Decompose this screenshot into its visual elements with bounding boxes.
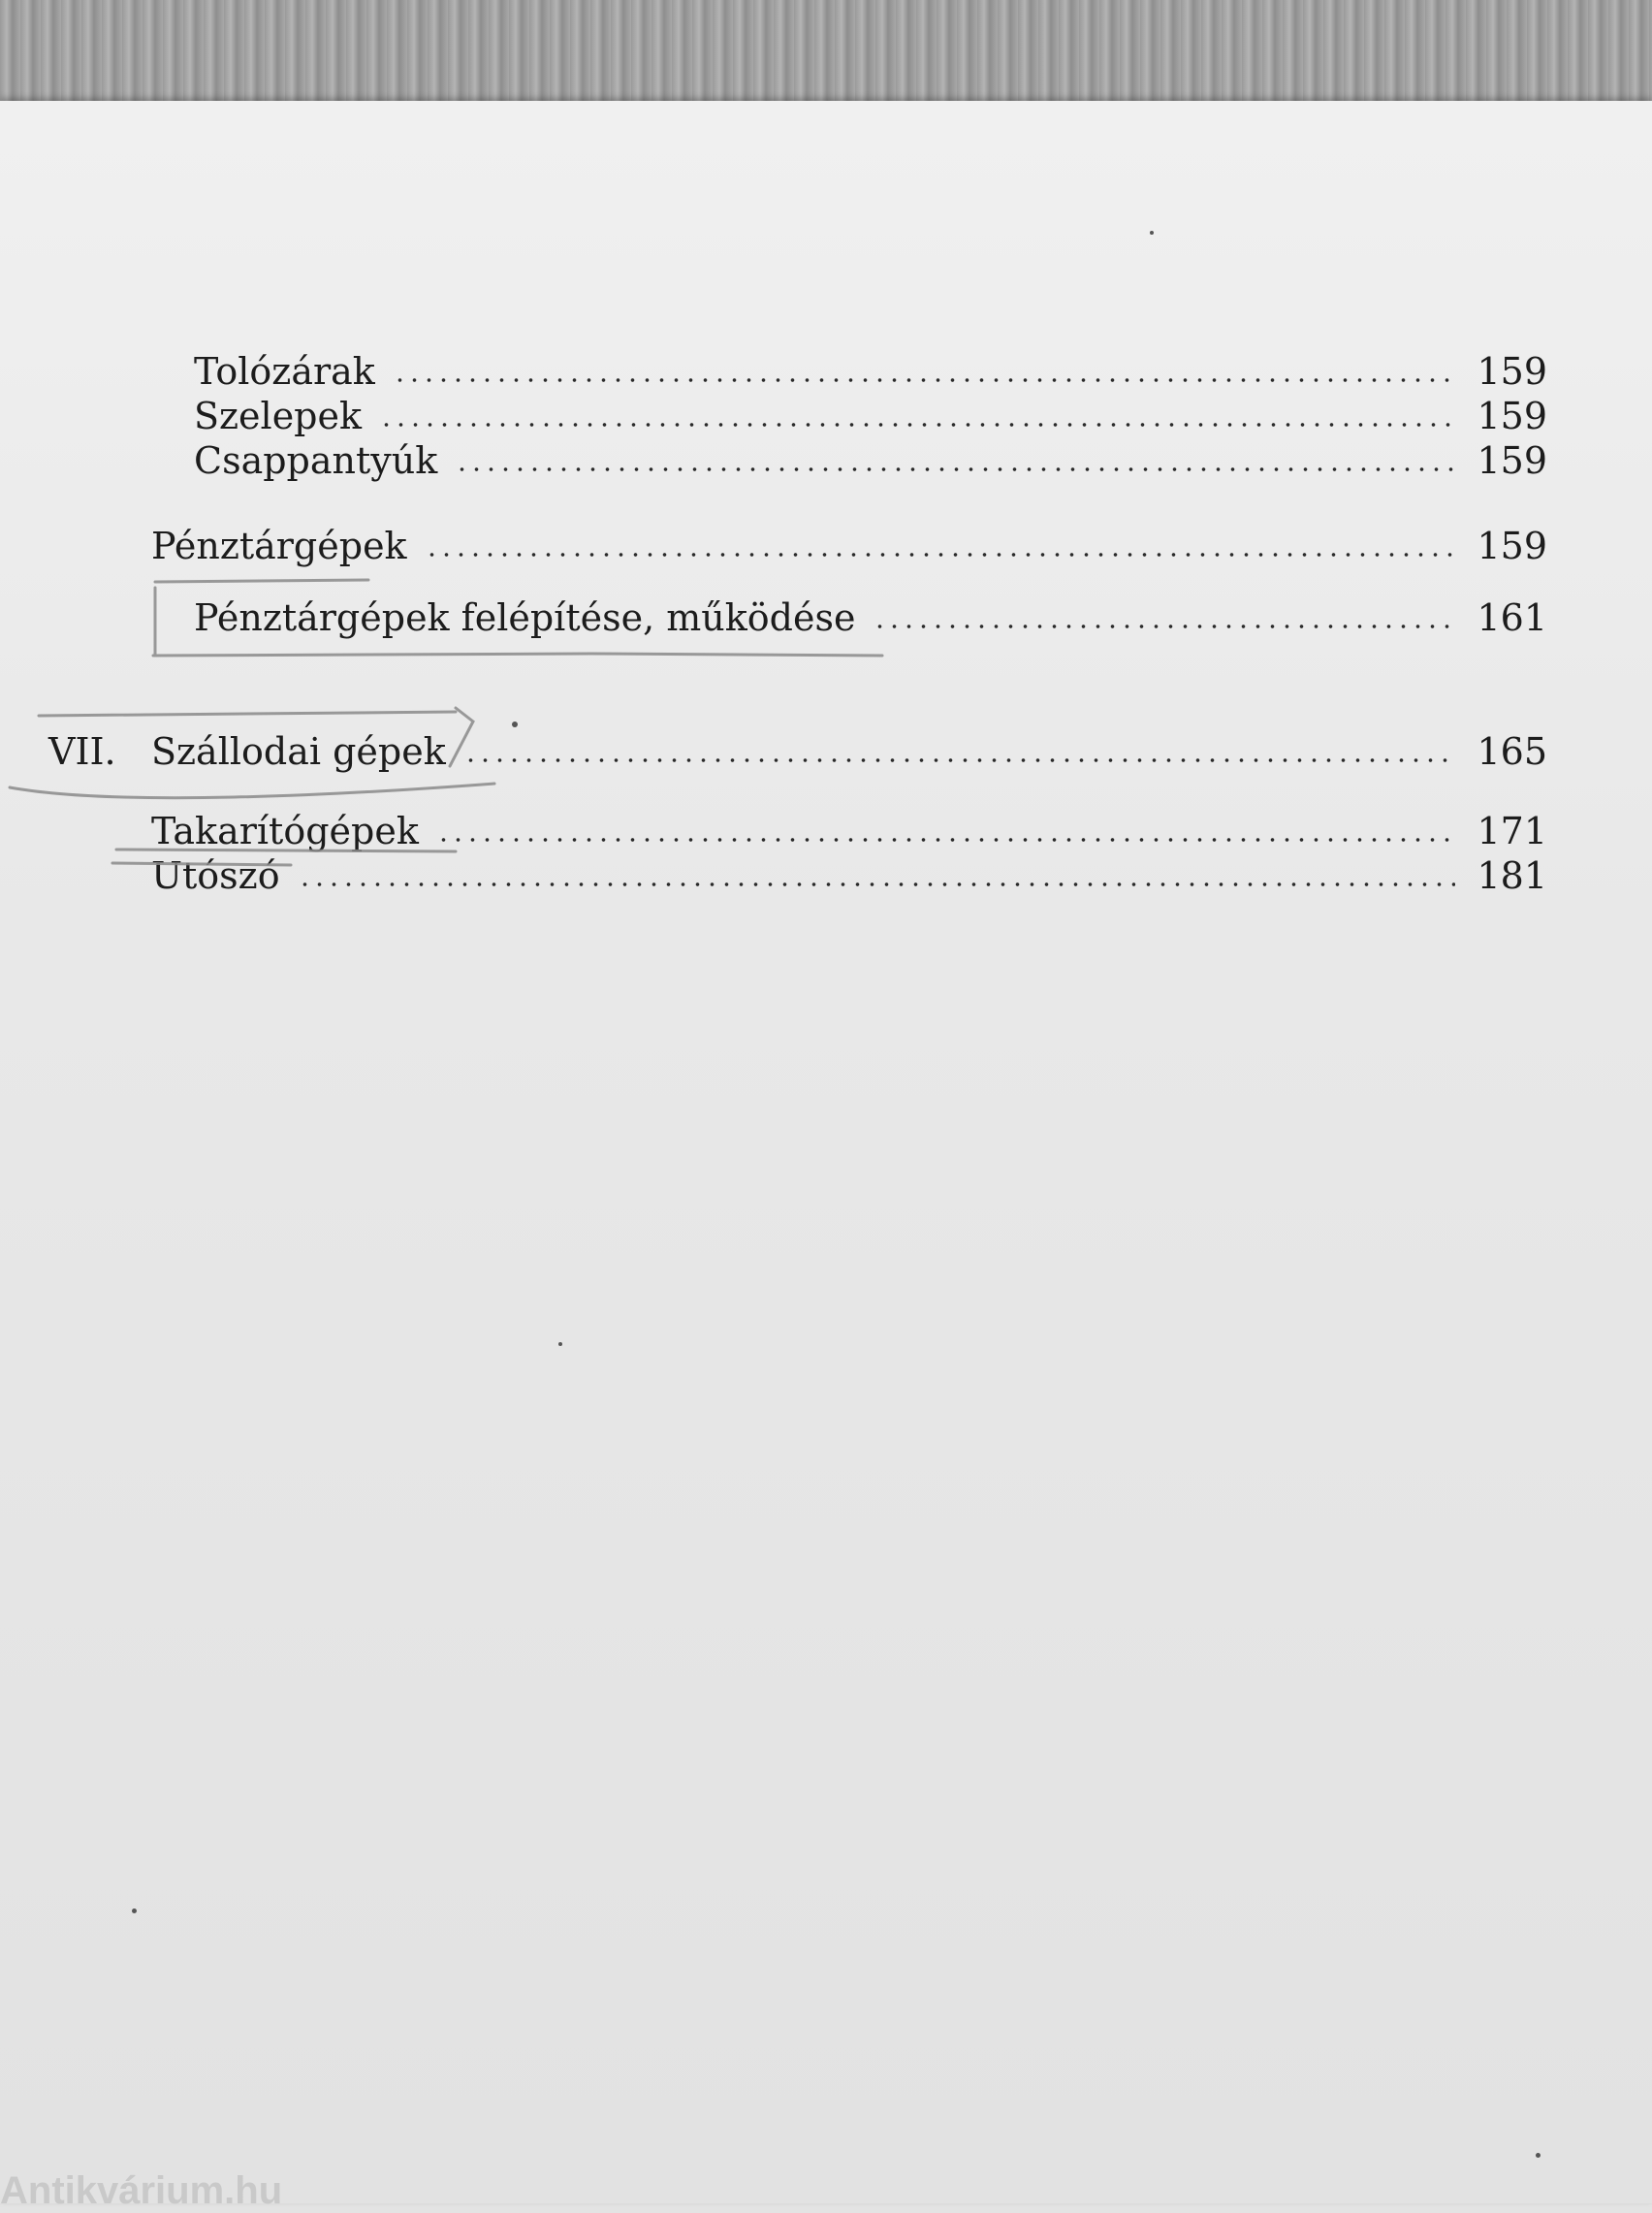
toc-entry-title: Utószó: [151, 854, 280, 897]
toc-entry-title: Pénztárgépek felépítése, működése: [194, 596, 856, 639]
toc-entry-page: 181: [1477, 854, 1547, 897]
paper-speck: [132, 1908, 137, 1913]
paper-speck: [1536, 2153, 1541, 2158]
chapter-number: VII.: [48, 730, 116, 773]
toc-entry-page: 161: [1477, 596, 1547, 639]
toc-entry-title: Tolózárak: [194, 350, 375, 393]
toc-entry-page: 159: [1477, 439, 1547, 482]
toc-entry-page: 165: [1477, 730, 1547, 773]
paper-speck: [558, 1342, 562, 1346]
toc-entry-title: Csappantyúk: [194, 439, 438, 482]
toc-entry-title: Szelepek: [194, 395, 363, 437]
toc-entry-title: Takarítógépek: [151, 810, 419, 852]
toc-entry-page: 159: [1477, 350, 1547, 393]
toc-entry-page: 159: [1477, 525, 1547, 567]
toc-entry-title: Szállodai gépek: [151, 730, 446, 773]
watermark-text: Antikvárium.hu: [0, 2169, 283, 2212]
paper-speck: [1150, 231, 1154, 235]
toc-entry-page: 159: [1477, 395, 1547, 437]
paper-speck: [512, 722, 518, 727]
toc-entry-page: 171: [1477, 810, 1547, 852]
toc-entry-title: Pénztárgépek: [151, 525, 407, 567]
